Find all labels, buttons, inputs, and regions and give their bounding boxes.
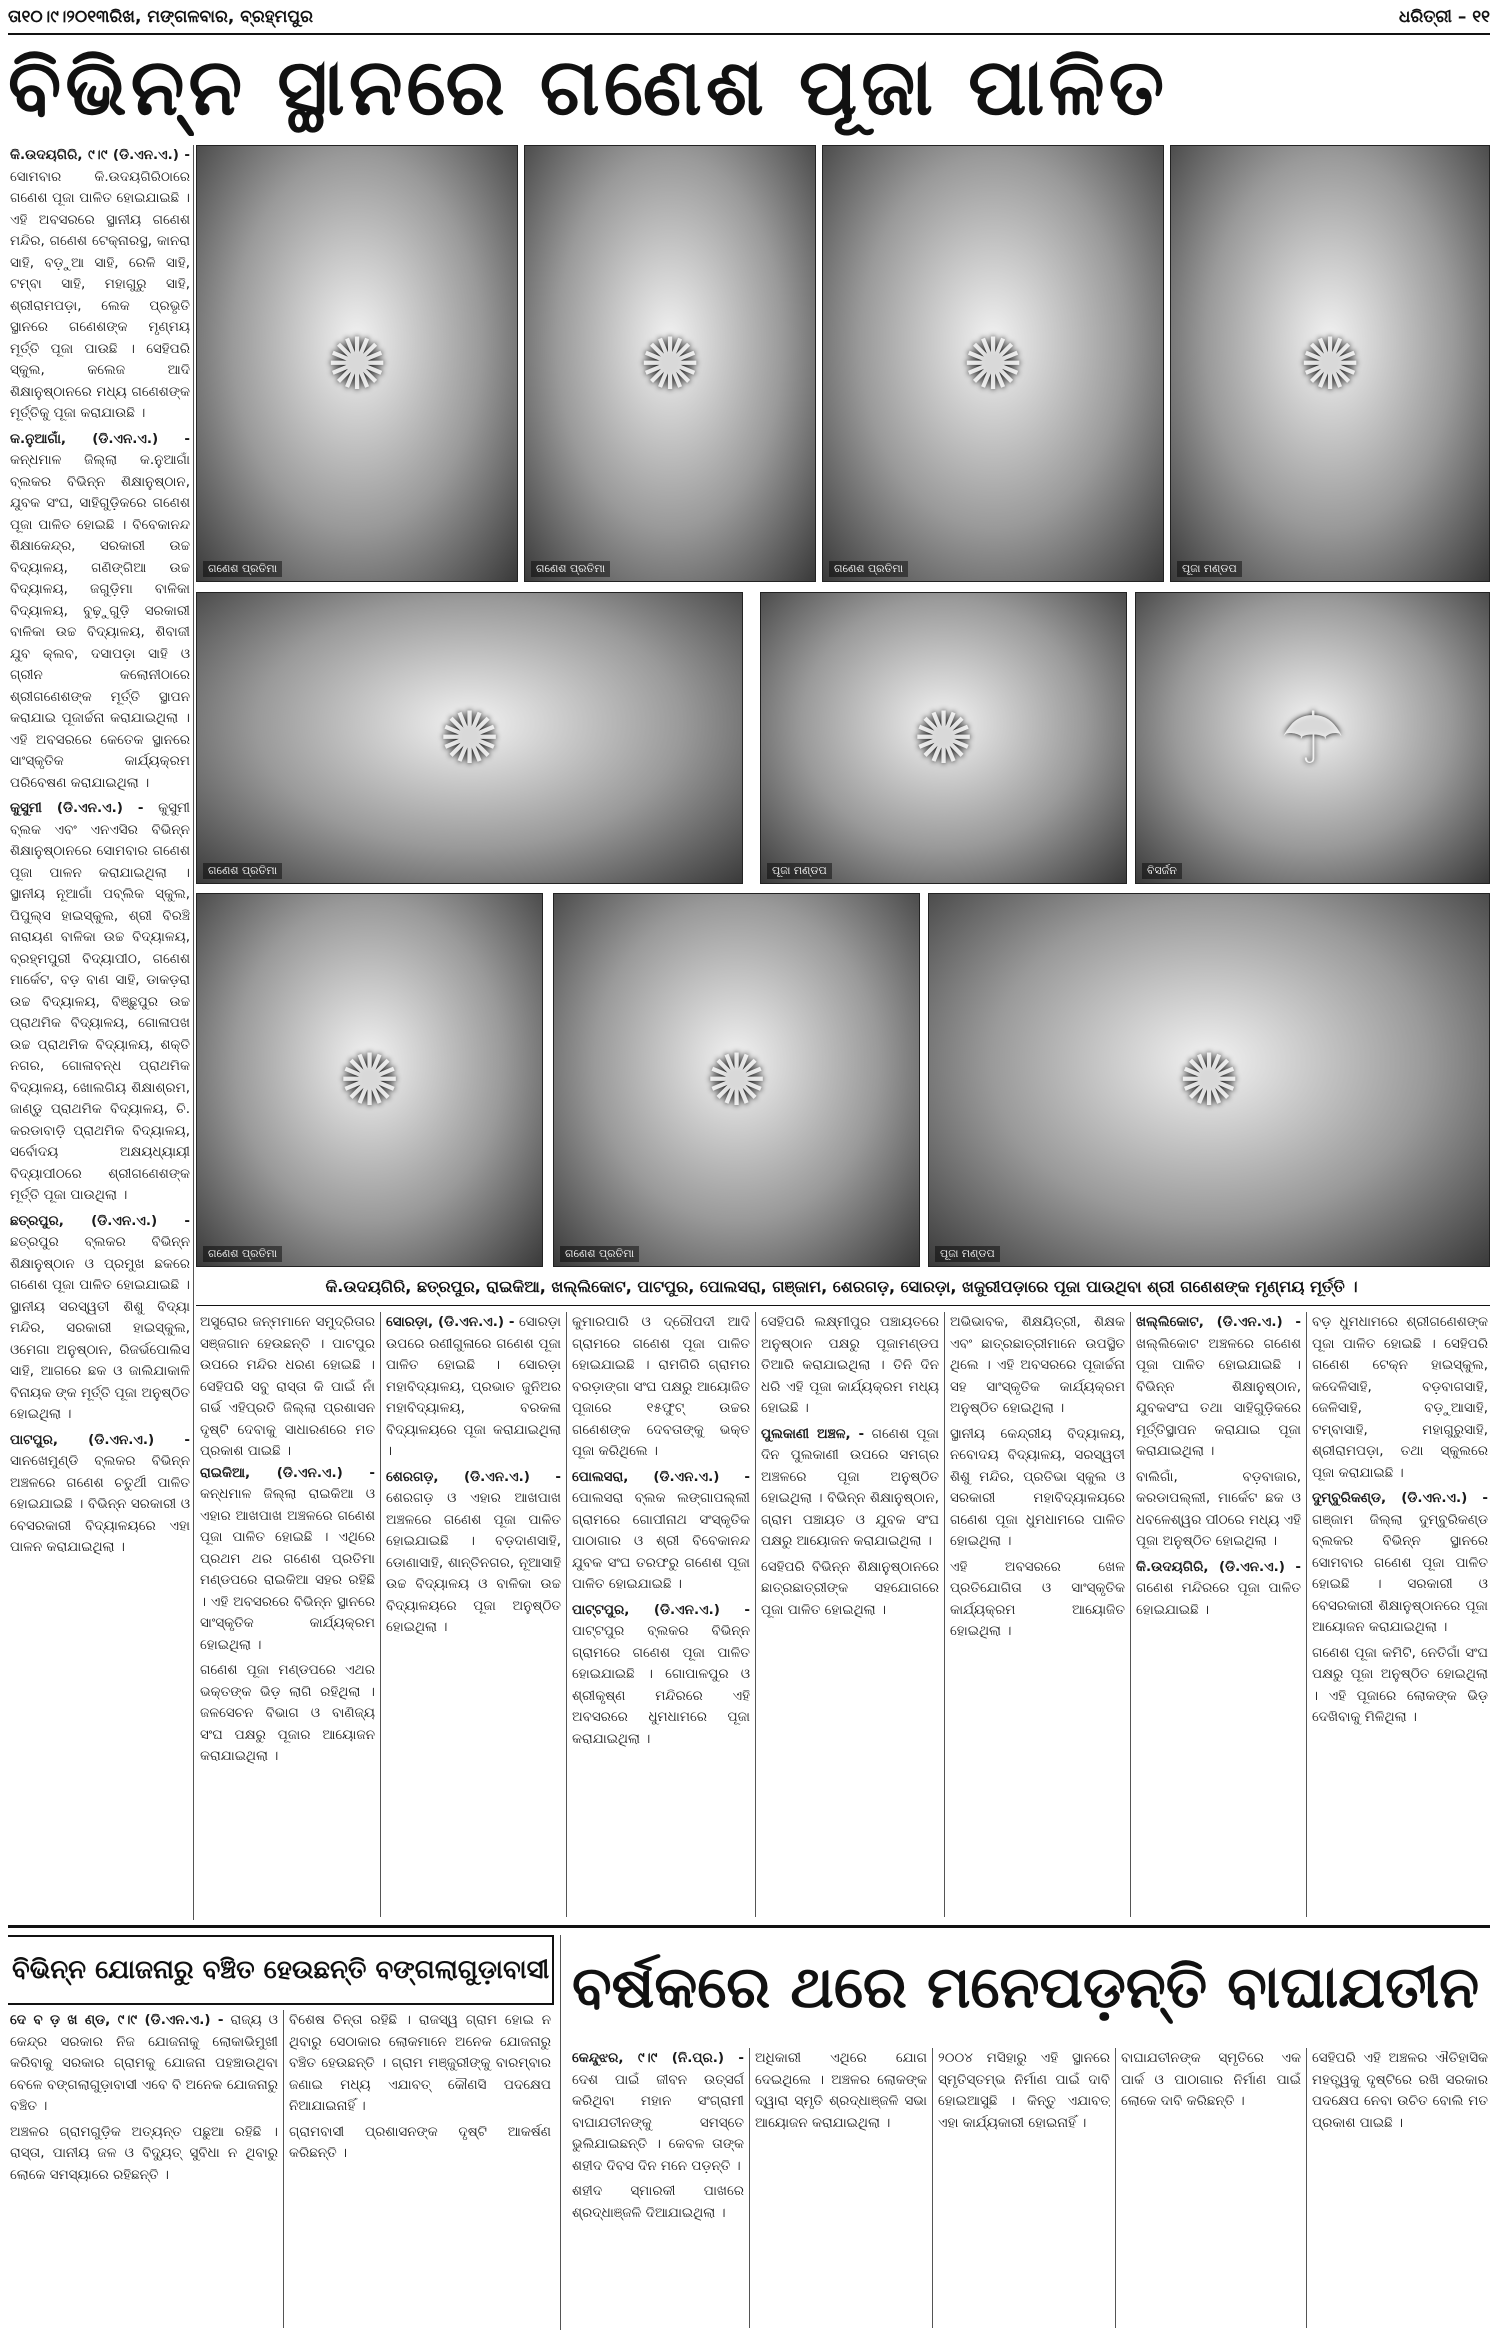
ganesh-figure-icon: ✺: [439, 696, 500, 780]
paragraph-text: ୨୦୦୪ ମସିହାରୁ ଏହି ସ୍ଥାନରେ ସ୍ମୃତିସ୍ତମ୍ଭ ନିର୍ମାଣ ପାଇଁ ଦାବି ହୋଇଆସୁଛି । କିନ୍ତୁ ଏଯାବତ୍ ଏହା କାର୍ଯ୍ୟକାରୀ ହୋଇନାହିଁ ।: [938, 2050, 1110, 2131]
photo-ganesh-idol: [524, 145, 816, 582]
story3-column: [755, 2048, 927, 2328]
paragraph-text: ଗଣେଶ ମନ୍ଦିରରେ ପୂଜା ପାଳିତ ହୋଇଯାଇଛି ।: [1136, 1580, 1301, 1618]
photo-tag: ଗଣେଶ ପ୍ରତିମା: [203, 863, 282, 879]
column-divider: [193, 145, 194, 1920]
story1-column: [200, 1312, 375, 1917]
column-divider: [283, 2010, 284, 2328]
dateline: ରାଇକିଆ, (ଡି.ଏନ.ଏ.) -: [200, 1464, 375, 1481]
page-folio: [8, 4, 1490, 30]
ganesh-figure-icon: ✺: [913, 696, 974, 780]
column-divider: [560, 1935, 561, 2330]
paragraph-text: ଖଲ୍ଲିକୋଟ ଅଞ୍ଚଳରେ ଗଣେଶ ପୂଜା ପାଳିତ ହୋଇଯାଇଛି । ବିଭିନ୍ନ ଶିକ୍ଷାନୁଷ୍ଠାନ, ଯୁବକସଂଘ ତଥା ସାହିଗୁଡ଼ିକରେ ମୂର୍ତ୍ତିସ୍ଥାପନ କରାଯାଇ ପୂଜା କରାଯାଇଥିଲା ।: [1136, 1335, 1301, 1459]
photo-tag: ଗଣେଶ ପ୍ରତିମା: [203, 561, 282, 577]
ganesh-figure-icon: ✺: [326, 321, 388, 406]
ganesh-figure-icon: ✺: [1178, 1038, 1240, 1122]
column-divider: [1130, 1312, 1131, 1917]
photo-ganesh-idol: [196, 893, 543, 1267]
paragraph: [386, 1312, 561, 1463]
story1-column: [1312, 1312, 1488, 1917]
story3-column: [1121, 2048, 1301, 2328]
paragraph: [10, 429, 190, 795]
paragraph: [572, 1600, 750, 1751]
caption-rule: [196, 1305, 1490, 1306]
story3-column: [572, 2048, 744, 2328]
paragraph: [10, 1430, 190, 1559]
paragraph-text: ଅଧିକାରୀ ଏଥିରେ ଯୋଗ ଦେଇଥିଲେ । ଅଞ୍ଚଳର ଲୋକଙ୍କ ଦ୍ୱାରା ସ୍ମୃତି ଶ୍ରଦ୍ଧାଞ୍ଜଳି ସଭା ଆୟୋଜନ କରାଯାଇଥିଲା ।: [755, 2050, 927, 2131]
paragraph: [1312, 1643, 1488, 1729]
paragraph: [10, 798, 190, 1207]
paragraph-text: ପୋଲସରା ବ୍ଲକ ଲଙ୍ଗାପଲ୍ଲୀ ଗ୍ରାମରେ ଗୋପୀନାଥ ସଂସ୍କୃତିକ ପାଠାଗାର ଓ ଶ୍ରୀ ବିବେକାନନ୍ଦ ଯୁବକ ସଂଘ ତରଫରୁ ଗଣେଶ ପୂଜା ପାଳିତ ହୋଇଯାଇଛି ।: [572, 1490, 750, 1592]
ganesh-figure-icon: ✺: [339, 1038, 400, 1122]
dateline: ପୁଲକାଣୀ ଅଞ୍ଚଳ, -: [761, 1425, 865, 1442]
paragraph: [289, 2122, 551, 2165]
dateline: କେନ୍ଦୁଝର, ୯।୯ (ନି.ପ୍ର.) -: [572, 2050, 744, 2066]
photo-tag: ପୂଜା ମଣ୍ଡପ: [1177, 561, 1242, 577]
paragraph: [755, 2048, 927, 2134]
photo-ganesh-idol: [196, 145, 518, 582]
paragraph-text: ଗଣେଶ ପୂଜା ଦିନ ପୁଲକାଣୀ ଉପରେ ସମଗ୍ର ଅଞ୍ଚଳରେ ପୂଜା ଅନୁଷ୍ଠିତ ହୋଇଥିଲା । ବିଭିନ୍ନ ଶିକ୍ଷାନୁଷ୍ଠାନ, ଗ୍ରାମ ପଞ୍ଚାୟତ ଓ ଯୁବକ ସଂଘ ପକ୍ଷରୁ ଆୟୋଜନ କରାଯାଇଥିଲା ।: [761, 1425, 939, 1549]
paragraph-text: ସ୍ଥାନୀୟ କେନ୍ଦ୍ରୀୟ ବିଦ୍ୟାଳୟ, ନବୋଦୟ ବିଦ୍ୟାଳୟ, ସରସ୍ୱତୀ ଶିଶୁ ମନ୍ଦିର, ପ୍ରତିଭା ସ୍କୁଲ ଓ ସରକାରୀ ମହାବିଦ୍ୟାଳୟରେ ଗଣେଶ ପୂଜା ଧୁମଧାମରେ ପାଳିତ ହୋଇଥିଲା ।: [950, 1425, 1125, 1549]
paragraph: [572, 1467, 750, 1596]
paragraph-text: ଛତ୍ରପୁର ବ୍ଲକର ବିଭିନ୍ନ ଶିକ୍ଷାନୁଷ୍ଠାନ ଓ ପ୍ରମୁଖ ଛକରେ ଗଣେଶ ପୂଜା ପାଳିତ ହୋଇଯାଇଛି । ସ୍ଥାନୀୟ ସରସ୍ୱତୀ ଶିଶୁ ବିଦ୍ୟା ମନ୍ଦିର, ସରକାରୀ ହାଇସ୍କୁଲ, ଓମେଗା ଅନୁଷ୍ଠାନ, ରିଜର୍ଭପୋଲିସ ସାହି, ଆଗରେ ଛକ ଓ ଜାଲିଯାକାଳି ବିନାୟକ ଙ୍କ ମୂର୍ତ୍ତି ପୂଜା ଅନୁଷ୍ଠିତ ହୋଇଥିଲା ।: [10, 1234, 190, 1422]
paragraph: [1136, 1312, 1301, 1463]
paragraph: [572, 1312, 750, 1463]
folio-date: ତା୧୦।୯।୨୦୧୩ରିଖ, ମଙ୍ଗଳବାର, ବ୍ରହ୍ମପୁର: [8, 7, 313, 27]
paragraph-text: ଗ୍ରାମବାସୀ ପ୍ରଶାସନଙ୍କ ଦୃଷ୍ଟି ଆକର୍ଷଣ କରିଛନ୍ତି ।: [289, 2123, 551, 2161]
photo-tag: ଗଣେଶ ପ୍ରତିମା: [560, 1246, 639, 1262]
dateline: ଶେରଗଡ଼, (ଡି.ଏନ.ଏ.) -: [386, 1468, 561, 1485]
column-divider: [380, 1312, 381, 1917]
paragraph-text: ଏହି ଅବସରରେ ଖେଳ ପ୍ରତିଯୋଗିତା ଓ ସାଂସ୍କୃତିକ କାର୍ଯ୍ୟକ୍ରମ ଆୟୋଜିତ ହୋଇଥିଲା ।: [950, 1558, 1125, 1639]
main-headline: ବିଭିନ୍ନ ସ୍ଥାନରେ ଗଣେଶ ପୂଜା ପାଳିତ: [8, 43, 1169, 133]
column-divider: [1306, 2048, 1307, 2328]
umbrella-icon: ☂: [1280, 696, 1345, 780]
paragraph: [572, 2181, 744, 2224]
story2-column: [10, 2010, 278, 2328]
dateline: କ.ନୁଆଗାଁ, (ଡି.ଏନ.ଏ.) -: [10, 430, 190, 447]
story3-column: [1312, 2048, 1488, 2328]
paragraph-text: ବାଘାଯତୀନଙ୍କ ସ୍ମୃତିରେ ଏକ ପାର୍କ ଓ ପାଠାଗାର ନିର୍ମାଣ ପାଇଁ ଲୋକେ ଦାବି କରିଛନ୍ତି ।: [1121, 2050, 1301, 2109]
paragraph: [10, 2122, 278, 2187]
paragraph-text: ସେହିପରି ଲକ୍ଷ୍ମୀପୁର ପଞ୍ଚାୟତରେ ଅନୁଷ୍ଠାନ ପକ୍ଷରୁ ପୂଜାମଣ୍ଡପ ତିଆରି କରାଯାଇଥିଲା । ତିନି ଦିନ ଧରି ଏହି ପୂଜା କାର୍ଯ୍ୟକ୍ରମ ମଧ୍ୟ ହୋଇଛି ।: [761, 1314, 939, 1416]
story2-headline: ବିଭିନ୍ନ ଯୋଜନାରୁ ବଞ୍ଚିତ ହେଉଛନ୍ତି ବଙ୍ଗଲାଗୁଡ଼ାବାସୀ: [8, 1935, 554, 2005]
story3-headline: ବର୍ଷକରେ ଥରେ ମନେପଡ଼ନ୍ତି ବାଘାଯତୀନ: [572, 1953, 1480, 2021]
paragraph: [950, 1557, 1125, 1643]
photo-puja-pandal: [760, 592, 1127, 884]
paragraph-text: ଗଞ୍ଜାମ ଜିଲ୍ଲା ଦୁମ୍ବୁରିକଣ୍ଡ ବ୍ଲକର ବିଭିନ୍ନ ସ୍ଥାନରେ ସୋମବାର ଗଣେଶ ପୂଜା ପାଳିତ ହୋଇଛି । ସରକାରୀ ଓ ବେସରକାରୀ ଶିକ୍ଷାନୁଷ୍ଠାନରେ ପୂଜା ଆୟୋଜନ କରାଯାଇଥିଲା ।: [1312, 1511, 1488, 1635]
photo-puja-pandal: [1170, 145, 1490, 582]
column-divider: [566, 1312, 567, 1917]
dateline: ପୋଲସରା, (ଡି.ଏନ.ଏ.) -: [572, 1468, 750, 1485]
story1-column: [386, 1312, 561, 1917]
paragraph-text: ବିଶେଷ ଚିନ୍ତା ରହିଛି । ରାଜସ୍ୱ ଗ୍ରାମ ହୋଇ ନ ଥିବାରୁ ସେଠାକାର ଲୋକମାନେ ଅନେକ ଯୋଜନାରୁ ବଞ୍ଚିତ ହେଉଛନ୍ତି । ଗ୍ରାମ ମଞ୍ଜୁରୀଙ୍କୁ ବାରମ୍ବାର ଜଣାଇ ମଧ୍ୟ ଏଯାବତ୍ କୌଣସି ପଦକ୍ଷେପ ନିଆଯାଇନାହିଁ ।: [289, 2012, 551, 2114]
story3-column: [938, 2048, 1110, 2328]
paragraph-text: କନ୍ଧମାଳ ଜିଲ୍ଲା ରାଇକିଆ ଓ ଏହାର ଆଖପାଖ ଅଞ୍ଚଳରେ ଗଣେଶ ପୂଜା ପାଳିତ ହୋଇଛି । ଏଥିରେ ପ୍ରଥମ ଥର ଗଣେଶ ପ୍ରତିମା ମଣ୍ଡପରେ ରାଇକିଆ ସହର ରହିଛି । ଏହି ଅବସରରେ ବିଭିନ୍ନ ସ୍ଥାନରେ ସାଂସ୍କୃତିକ କାର୍ଯ୍ୟକ୍ରମ ହୋଇଥିଲା ।: [200, 1486, 375, 1653]
paragraph-text: ବଡ଼ ଧୁମଧାମରେ ଶ୍ରୀଗଣେଶଙ୍କ ପୂଜା ପାଳିତ ହୋଇଛି । ସେହିପରି ଗଣେଶ ଟେକ୍ନ ହାଇସ୍କୁଲ, କଦେଳିସାହି, ବଡ଼ବାଗସାହି, ଜେଳିସାହି, ବଡ଼ୁଆସାହି, ଟମ୍ବାସାହି, ମହାଗୁରୁସାହି, ଶ୍ରୀରାମପଡ଼ା, ତଥା ସ୍କୁଲରେ ପୂଜା କରାଯାଇଛି ।: [1312, 1314, 1488, 1481]
paragraph: [761, 1312, 939, 1420]
story1-column: [950, 1312, 1125, 1917]
column-divider: [749, 2048, 750, 2328]
dateline: କି.ଉଦୟଗିରି, ୯।୯ (ଡି.ଏନ.ଏ.) -: [10, 147, 190, 163]
paragraph: [938, 2048, 1110, 2134]
story1-left-column: [10, 145, 190, 1915]
paragraph: [1136, 1467, 1301, 1553]
paragraph-text: ଦେଶ ପାଇଁ ଜୀବନ ଉତ୍ସର୍ଗ କରିଥିବା ମହାନ ସଂଗ୍ରାମୀ ବାଘାଯତୀନଙ୍କୁ ସମସ୍ତେ ଭୁଲିଯାଇଛନ୍ତି । କେବଳ ତାଙ୍କ ଶହୀଦ ଦିବସ ଦିନ ମନେ ପଡ଼ନ୍ତି ।: [572, 2071, 744, 2174]
ganesh-figure-icon: ✺: [1299, 321, 1361, 406]
photo-ganesh-idol: [553, 893, 920, 1267]
photo-tag: ଗଣେଶ ପ୍ରତିମା: [829, 561, 908, 577]
ganesh-figure-icon: ✺: [706, 1038, 767, 1122]
paragraph: [572, 2048, 744, 2177]
dateline: ସୋରଡ଼ା, (ଡି.ଏନ.ଏ.) -: [386, 1314, 515, 1330]
paragraph-text: ଗଣେଶ ପୂଜା କମିଟି, ନେତିଗାଁ ସଂଘ ପକ୍ଷରୁ ପୂଜା ଅନୁଷ୍ଠିତ ହୋଇଥିଲା । ଏହି ପୂଜାରେ ଲୋକଙ୍କ ଭିଡ଼ ଦେଖିବାକୁ ମିଳିଥିଲା ।: [1312, 1644, 1488, 1725]
dateline: କୁସୁମୀ (ଡି.ଏନ.ଏ.) -: [10, 800, 144, 816]
story1-column-text: ଅସୁରୋର ଜନ୍ମମାନେ ସମୁଦ୍ରିତାର ସଞ୍ଜଗାନ ହେଉଛନ୍ତି । ପାଟପୁର ଉପରେ ମନ୍ଦିର ଧରଣ ହୋଇଛି । ସେହିପରି ସବୁ ରାସ୍ତା କି ପାଇଁ ନାଁ ଗର୍ଭ ଏହିପ୍ରତି ଜିଲ୍ଲା ପ୍ରଶାସନ ଦୃଷ୍ଟି ଦେବାକୁ ସାଧାରଣରେ ମତ ପ୍ରକାଶ ପାଇଛି ।: [200, 1314, 375, 1459]
paragraph-text: ଶହୀଦ ସ୍ମାରକୀ ପାଖରେ ଶ୍ରଦ୍ଧାଞ୍ଜଳି ଦିଆଯାଇଥିଲା ।: [572, 2183, 744, 2221]
paragraph: [950, 1424, 1125, 1553]
paragraph: [289, 2010, 551, 2118]
folio-rule: [8, 33, 1490, 35]
section-rule: [8, 1925, 1490, 1928]
paragraph: [1312, 2048, 1488, 2134]
paragraph: [10, 145, 190, 425]
dateline: ପାଟପୁର, (ଡି.ଏନ.ଏ.) -: [10, 1431, 190, 1448]
column-divider: [1306, 1312, 1307, 1917]
dateline: ଦେ ବ ଡ଼ ଖ ଣ୍ଡ, ୯।୯ (ଡି.ଏନ.ଏ.) -: [10, 2012, 224, 2028]
story1-column: [1136, 1312, 1301, 1917]
dateline: ଖଲ୍ଲିକୋଟ, (ଡି.ଏନ.ଏ.) -: [1136, 1314, 1301, 1330]
photo-tag: ପୂଜା ମଣ୍ଡପ: [767, 863, 832, 879]
column-divider: [755, 1312, 756, 1917]
photo-puja-pandal: [928, 893, 1490, 1267]
folio-page-number: ଧରିତ୍ରୀ – ୧୧: [1398, 7, 1490, 27]
paragraph-text: ସେହିପରି ଏହି ଅଞ୍ଚଳର ଐତିହାସିକ ମହତ୍ତ୍ୱକୁ ଦୃଷ୍ଟିରେ ରଖି ସରକାର ପଦକ୍ଷେପ ନେବା ଉଚିତ ବୋଲି ମତ ପ୍ରକାଶ ପାଇଛି ।: [1312, 2050, 1488, 2131]
photo-ganesh-idol: [822, 145, 1164, 582]
paragraph-text: ସୋରଡ଼ା ଉପରେ ରଣୀଗୁଳାରେ ଗଣେଶ ପୂଜା ପାଳିତ ହୋଇଛି । ସୋରଡ଼ା ମହାବିଦ୍ୟାଳୟ, ପ୍ରଭାତ ଜୁନିଅର ମହାବିଦ୍ୟାଳୟ, ବରକଳା ବିଦ୍ୟାଳୟରେ ପୂଜା କରାଯାଇଥିଲା ।: [386, 1314, 561, 1459]
paragraph: [950, 1312, 1125, 1420]
paragraph-text: ଶେରଗଡ଼ ଓ ଏହାର ଆଖପାଖ ଅଞ୍ଚଳରେ ଗଣେଶ ପୂଜା ପାଳିତ ହୋଇଯାଇଛି । ବଡ଼ଦାଣସାହି, ଡୋଣାସାହି, ଶାନ୍ତିନଗର, ନୂଆସାହି ଉଚ୍ଚ ବିଦ୍ୟାଳୟ ଓ ବାଳିକା ଉଚ୍ଚ ବିଦ୍ୟାଳୟରେ ପୂଜା ଅନୁଷ୍ଠିତ ହୋଇଥିଲା ।: [386, 1490, 561, 1635]
paragraph-text: ଅଞ୍ଚଳର ଗ୍ରାମଗୁଡ଼ିକ ଅତ୍ୟନ୍ତ ପଛୁଆ ରହିଛି । ରାସ୍ତା, ପାନୀୟ ଜଳ ଓ ବିଦ୍ୟୁତ୍ ସୁବିଧା ନ ଥିବାରୁ ଲୋକେ ସମସ୍ୟାରେ ରହିଛନ୍ତି ।: [10, 2123, 278, 2183]
dateline: ପାଟ୍ଟପୁର, (ଡି.ଏନ.ଏ.) -: [572, 1601, 750, 1618]
paragraph-text: କନ୍ଧମାଳ ଜିଲ୍ଲା କ.ନୁଆଗାଁ ବ୍ଲକର ବିଭିନ୍ନ ଶିକ୍ଷାନୁଷ୍ଠାନ, ଯୁବକ ସଂଘ, ସାହିଗୁଡ଼ିକରେ ଗଣେଶ ପୂଜା ପାଳିତ ହୋଇଛି । ବିବେକାନନ୍ଦ ଶିକ୍ଷାକେନ୍ଦ୍ର, ସରକାରୀ ଉଚ୍ଚ ବିଦ୍ୟାଳୟ, ଗଣିଙ୍ଗିଆ ଉଚ୍ଚ ବିଦ୍ୟାଳୟ, ଜଗୁଡ଼ିମା ବାଳିକା ବିଦ୍ୟାଳୟ, ବୁଢ଼ୁଗୁଡ଼ି ସରକାରୀ ବାଳିକା ଉଚ୍ଚ ବିଦ୍ୟାଳୟ, ଶିବାଜୀ ଯୁବ କ୍ଲବ, ଦସାପଡ଼ା ସାହି ଓ ଗ୍ରୀନ କଲୋନୀଠାରେ ଶ୍ରୀଗଣେଶଙ୍କ ମୂର୍ତ୍ତି ସ୍ଥାପନ କରାଯାଇ ପୂଜାର୍ଚ୍ଚନା କରାଯାଇଥିଲା । ଏହି ଅବସରରେ କେତେକ ସ୍ଥାନରେ ସାଂସ୍କୃତିକ କାର୍ଯ୍ୟକ୍ରମ ପରିବେଷଣ କରାଯାଇଥିଲା ।: [10, 452, 190, 791]
paragraph: [200, 1463, 375, 1657]
paragraph-text: କୁସୁମୀ ବ୍ଲକ ଏବଂ ଏନଏସିର ବିଭିନ୍ନ ଶିକ୍ଷାନୁଷ୍ଠାନରେ ସୋମବାର ଗଣେଶ ପୂଜା ପାଳନ କରାଯାଇଥିଲା । ସ୍ଥାନୀୟ ନୂଆଗାଁ ପବ୍ଲିକ ସ୍କୁଲ, ପିପୁଲ୍ସ ହାଇସ୍କୁଲ, ଶ୍ରୀ ବିରଞ୍ଚି ନାରାୟଣ ବାଳିକା ଉଚ୍ଚ ବିଦ୍ୟାଳୟ, ବ୍ରହ୍ମପୁରୀ ବିଦ୍ୟାପୀଠ, ଗଣେଶ ମାର୍କେଟ, ବଡ଼ ବାଣ ସାହି, ଡାକଡ଼ରା ଉଚ୍ଚ ବିଦ୍ୟାଳୟ, ବିଞ୍ଛୁପୁର ଉଚ୍ଚ ପ୍ରାଥମିକ ବିଦ୍ୟାଳୟ, ଗୋଳାପଖ ଉଚ୍ଚ ପ୍ରାଥମିକ ବିଦ୍ୟାଳୟ, ଶକ୍ତି ନଗର, ଗୋଳାବନ୍ଧ ପ୍ରାଥମିକ ବିଦ୍ୟାଳୟ, ଖୋଲଗିୟ ଶିକ୍ଷାଶ୍ରମ, ଜାଣ୍ଡୁ ପ୍ରାଥମିକ ବିଦ୍ୟାଳୟ, ଚି. କରଡାବାଡ଼ି ପ୍ରାଥମିକ ବିଦ୍ୟାଳୟ, ସର୍ବୋଦୟ ଅକ୍ଷୟଧ୍ୟାୟୀ ବିଦ୍ୟାପୀଠରେ ଶ୍ରୀଗଣେଶଙ୍କ ମୂର୍ତ୍ତି ପୂଜା ପାଉଥିଲା ।: [10, 800, 190, 1203]
dateline: ଦୁମ୍ବୁରିକଣ୍ଡ, (ଡି.ଏନ.ଏ.) -: [1312, 1490, 1488, 1506]
paragraph: [200, 1660, 375, 1768]
paragraph-text: ରାଜ୍ୟ ଓ କେନ୍ଦ୍ର ସରକାର ନିଜ ଯୋଜନାକୁ ଲୋକାଭିମୁଖୀ କରିବାକୁ ସରକାର ଗ୍ରାମକୁ ଯୋଜନା ପହଞ୍ଚାଉଥିବା ବେଳେ ବଙ୍ଗଲାଗୁଡ଼ାବାସୀ ଏବେ ବି ଅନେକ ଯୋଜନାରୁ ବଞ୍ଚିତ ।: [10, 2012, 278, 2114]
ganesh-figure-icon: ✺: [962, 321, 1024, 406]
paragraph: [1136, 1557, 1301, 1622]
photo-tag: ଗଣେଶ ପ୍ରତିମା: [203, 1246, 282, 1262]
paragraph: [10, 2010, 278, 2118]
paragraph: [761, 1557, 939, 1622]
paragraph-text: କୁମାରପାରି ଓ ଦ୍ରୌପଦୀ ଆଦି ଗ୍ରାମରେ ଗଣେଶ ପୂଜା ପାଳିତ ହୋଇଯାଇଛି । ରାମଗିରି ଗ୍ରାମର ବରଡ଼ାଙ୍ଗା ସଂଘ ପକ୍ଷରୁ ଆୟୋଜିତ ପୂଜାରେ ୧୫ଫୁଟ୍ ଉଚ୍ଚର ଗଣେଶଙ୍କ ଦେବତାଙ୍କୁ ଭକ୍ତ ପୂଜା କରିଥିଲେ ।: [572, 1314, 750, 1459]
story1-column: [761, 1312, 939, 1917]
photo-tag: ବିସର୍ଜନ: [1142, 863, 1182, 879]
photo-immersion: [1135, 592, 1490, 884]
photo-caption: କି.ଉଦୟଗିରି, ଛତ୍ରପୁର, ରାଇକିଆ, ଖଲ୍ଲିକୋଟ, ପାଟପୁର, ପୋଲସରା, ଗଞ୍ଜାମ, ଶେରଗଡ଼, ସୋରଡ଼ା, ଖଜୁରୀପଡ଼ାରେ ପୂଜା ପାଉଥିବା ଶ୍ରୀ ଗଣେଶଙ୍କ ମୃଣ୍ମୟ ମୂର୍ତ୍ତି ।: [325, 1277, 1358, 1296]
paragraph-text: ସାନଖେମୁଣ୍ଡି ବ୍ଲକର ବିଭିନ୍ନ ଅଞ୍ଚଳରେ ଗଣେଶ ଚତୁର୍ଥୀ ପାଳିତ ହୋଇଯାଇଛି । ବିଭିନ୍ନ ସରକାରୀ ଓ ବେସରକାରୀ ବିଦ୍ୟାଳୟରେ ଏହା ପାଳନ କରାଯାଇଥିଲା ।: [10, 1453, 190, 1555]
paragraph-text: ଗଣେଶ ପୂଜା ମଣ୍ଡପରେ ଏଥର ଭକ୍ତଙ୍କ ଭିଡ଼ ଲାଗି ରହିଥିଲା । ଜଳସେଚନ ବିଭାଗ ଓ ବାଣିଜ୍ୟ ସଂଘ ପକ୍ଷରୁ ପୂଜାର ଆୟୋଜନ କରାଯାଇଥିଲା ।: [200, 1662, 375, 1764]
paragraph-text: ବାଲିଗାଁ, ବଡ଼ବାଜାର, କରଡାପଲ୍ଲୀ, ମାର୍କେଟ ଛକ ଓ ଧବଳେଶ୍ୱର ପୀଠରେ ମଧ୍ୟ ଏହି ପୂଜା ଅନୁଷ୍ଠିତ ହୋଇଥିଲା ।: [1136, 1468, 1301, 1549]
paragraph: [1312, 1488, 1488, 1639]
paragraph: [1121, 2048, 1301, 2113]
paragraph: [761, 1424, 939, 1553]
paragraph: [1312, 1312, 1488, 1484]
column-divider: [932, 2048, 933, 2328]
story1-column-paragraphs: [200, 1463, 375, 1768]
ganesh-figure-icon: ✺: [639, 321, 701, 406]
paragraph: [386, 1467, 561, 1639]
column-divider: [944, 1312, 945, 1917]
paragraph-text: ଅଭିଭାବକ, ଶିକ୍ଷୟିତ୍ରୀ, ଶିକ୍ଷକ ଏବଂ ଛାତ୍ରଛାତ୍ରୀମାନେ ଉପସ୍ଥିତ ଥିଲେ । ଏହି ଅବସରରେ ପୂଜାର୍ଚ୍ଚନା ସହ ସାଂସ୍କୃତିକ କାର୍ଯ୍ୟକ୍ରମ ଅନୁଷ୍ଠିତ ହୋଇଥିଲା ।: [950, 1314, 1125, 1416]
paragraph-text: ପାଟ୍ଟପୁର ବ୍ଲକର ବିଭିନ୍ନ ଗ୍ରାମରେ ଗଣେଶ ପୂଜା ପାଳିତ ହୋଇଯାଇଛି । ଗୋପାଳପୁର ଓ ଶ୍ରୀକୃଷ୍ଣ ମନ୍ଦିରରେ ଏହି ଅବସରରେ ଧୁମଧାମରେ ପୂଜା କରାଯାଇଥିଲା ।: [572, 1623, 750, 1747]
dateline: ଛତ୍ରପୁର, (ଡି.ଏନ.ଏ.) -: [10, 1212, 190, 1229]
paragraph-text: ସେହିପରି ବିଭିନ୍ନ ଶିକ୍ଷାନୁଷ୍ଠାନରେ ଛାତ୍ରଛାତ୍ରୀଙ୍କ ସହଯୋଗରେ ପୂଜା ପାଳିତ ହୋଇଥିଲା ।: [761, 1558, 939, 1618]
photo-tag: ଗଣେଶ ପ୍ରତିମା: [531, 561, 610, 577]
dateline: କି.ଉଦୟଗିରି, (ଡି.ଏନ.ଏ.) -: [1136, 1558, 1301, 1575]
column-divider: [1115, 2048, 1116, 2328]
photo-ganesh-idol: [196, 592, 743, 884]
story2-column: [289, 2010, 551, 2328]
photo-tag: ପୂଜା ମଣ୍ଡପ: [935, 1246, 1000, 1262]
paragraph: [10, 1211, 190, 1426]
story1-column: [572, 1312, 750, 1917]
paragraph-text: ସୋମବାର କି.ଉଦୟଗିରିଠାରେ ଗଣେଶ ପୂଜା ପାଳିତ ହୋଇଯାଇଛି । ଏହି ଅବସରରେ ସ୍ଥାନୀୟ ଗଣେଶ ମନ୍ଦିର, ଗଣେଶ ଟେକ୍ନାରସ୍ଥ, କାନରା ସାହି, ବଡ଼ୁଆ ସାହି, ରେଳି ସାହି, ଟମ୍ବା ସାହି, ମହାଗୁରୁ ସାହି, ଶ୍ରୀରାମପଡ଼ା, ଲେକ ପ୍ରଭୃତି ସ୍ଥାନରେ ଗଣେଶଙ୍କ ମୃଣ୍ମୟ ମୂର୍ତ୍ତି ପୂଜା ପାଉଛି । ସେହିପରି ସ୍କୁଲ, କଲେଜ ଆଦି ଶିକ୍ଷାନୁଷ୍ଠାନରେ ମଧ୍ୟ ଗଣେଶଙ୍କ ମୂର୍ତ୍ତିକୁ ପୂଜା କରାଯାଉଛି ।: [10, 168, 190, 421]
